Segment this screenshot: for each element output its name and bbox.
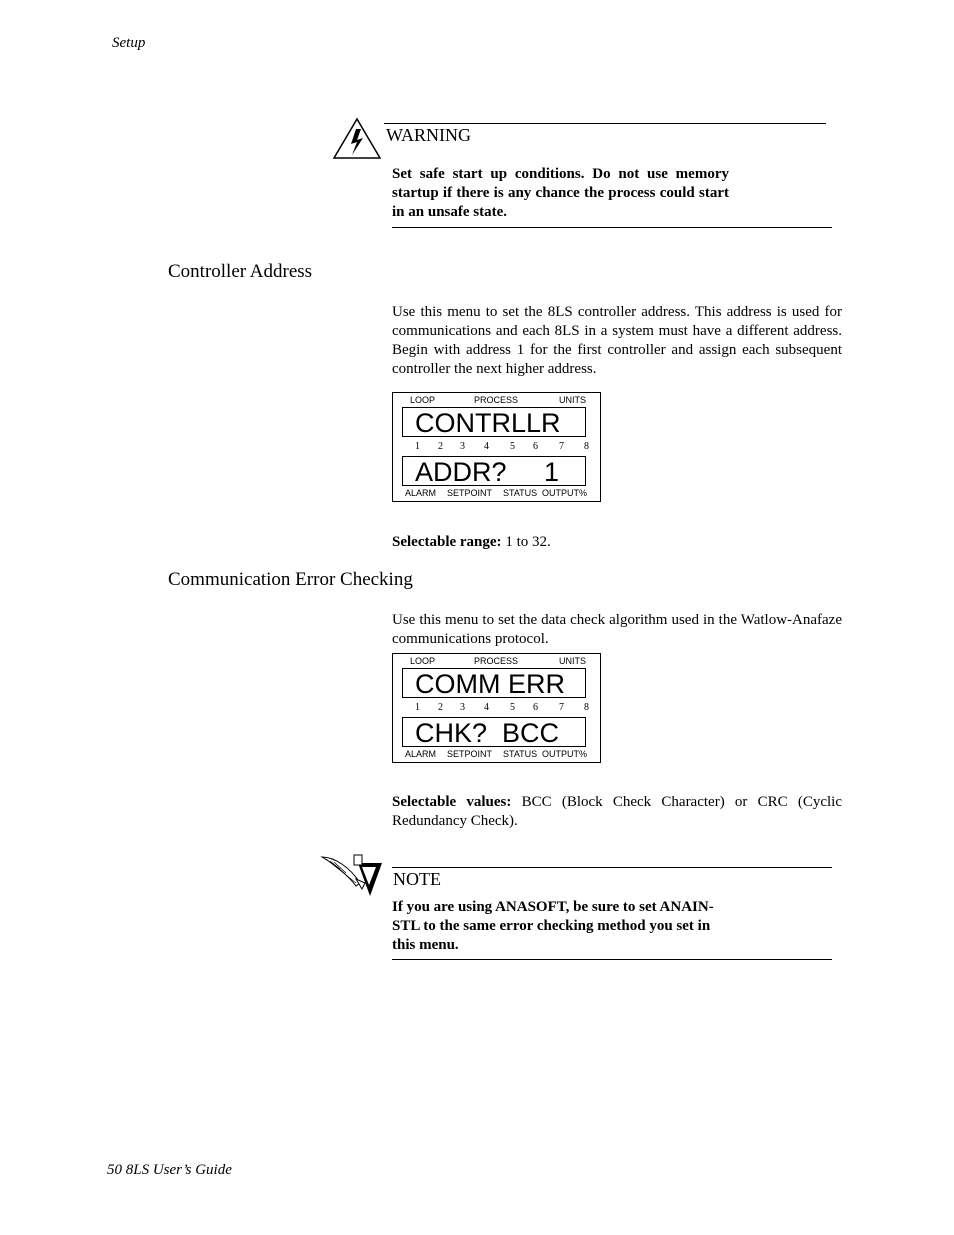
lcd-label-process: PROCESS	[474, 395, 519, 405]
note-title: NOTE	[393, 869, 441, 889]
lcd-label-units: UNITS	[559, 656, 586, 666]
selectable-values: Selectable values: BCC (Block Check Character) or CRC (Cyclic Redundancy Check).	[392, 794, 843, 829]
lcd-label-alarm: ALARM	[405, 749, 437, 759]
warning-body: Set safe start up conditions. Do not use memory startup if there is any chance the process could start in an unsafe state.	[392, 166, 729, 220]
lcd-display-controller-address	[392, 392, 601, 502]
lcd-label-setpoint: SETPOINT	[447, 749, 493, 759]
lightning-warning-icon	[332, 117, 382, 160]
lcd-label-setpoint: SETPOINT	[447, 488, 493, 498]
warning-bottom-rule	[392, 227, 832, 228]
lcd-label-loop: LOOP	[410, 656, 436, 666]
section-heading-controller-address: Controller Address	[168, 261, 313, 282]
note-body: If you are using ANASOFT, be sure to set ANAIN-STL to the same error checking method you set in this menu.	[392, 899, 714, 953]
controller-address-paragraph: Use this menu to set the 8LS controller address. This address is used for communications and each 8LS in a system must have a different address. Begin with address 1 for the first controller and assign each subsequent controller the next higher address.	[392, 304, 842, 377]
lcd-label-status: STATUS	[503, 749, 538, 759]
lcd-label-process: PROCESS	[474, 656, 519, 666]
lcd-loop-numbers: 1 2 3 4 5 6 7 8	[415, 702, 589, 713]
lcd-loop-numbers: 1 2 3 4 5 6 7 8	[415, 441, 589, 452]
warning-top-rule	[384, 123, 826, 124]
note-top-rule	[392, 867, 832, 868]
lcd-line-2: ADDR? 1	[402, 456, 586, 486]
lcd-line-1: CONTRLLR	[402, 407, 586, 437]
running-footer: 50 8LS User’s Guide	[107, 1162, 232, 1178]
lcd-label-units: UNITS	[559, 395, 586, 405]
note-bottom-rule	[392, 959, 832, 960]
lcd-display-comm-error	[392, 653, 601, 763]
lcd-line-1: COMM ERR	[402, 668, 586, 698]
selectable-range: Selectable range: 1 to 32.	[392, 534, 551, 550]
warning-title: WARNING	[386, 125, 471, 145]
section-heading-communication-error-checking: Communication Error Checking	[168, 569, 413, 590]
comm-error-paragraph: Use this menu to set the data check algorithm used in the Watlow-Anafaze communications protocol.	[392, 612, 842, 647]
lcd-label-output: OUTPUT%	[542, 488, 587, 498]
lcd-label-output: OUTPUT%	[542, 749, 587, 759]
lcd-label-alarm: ALARM	[405, 488, 437, 498]
running-header: Setup	[112, 35, 146, 51]
quill-note-icon	[320, 853, 384, 898]
lcd-label-loop: LOOP	[410, 395, 436, 405]
lcd-label-status: STATUS	[503, 488, 538, 498]
lcd-line-2: CHK? BCC	[402, 717, 586, 747]
